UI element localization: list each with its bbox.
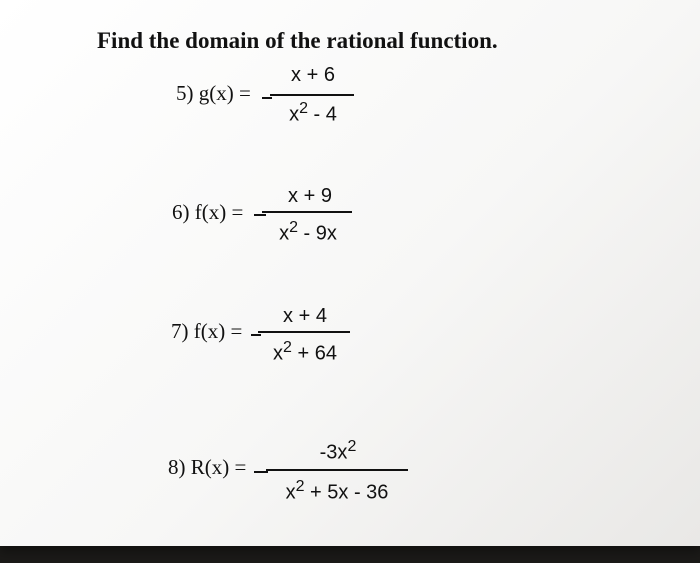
problem-7-fraction-bar [258, 331, 350, 333]
problem-8-denominator: $x^2 + 5x - 36$ [285, 478, 389, 504]
problem-6-denominator: $x^2 - 9x$ [279, 219, 337, 245]
problem-6-numerator: x + 9 [288, 185, 332, 207]
problem-6-fraction-bar [262, 211, 352, 213]
problem-5-fraction-bar [270, 94, 354, 96]
problem-8-fraction-bar [266, 469, 408, 471]
problem-5-denominator: $x^2 - 4$ [289, 100, 337, 126]
problem-6-equals-tail [254, 214, 266, 216]
problem-7-label: 7) f(x) = [171, 319, 243, 343]
problem-7-denominator: $x^2 + 64$ [273, 339, 337, 365]
problem-5-label: 5) g(x) = [176, 81, 251, 105]
problem-5-numerator: x + 6 [291, 64, 335, 86]
problem-8-numerator: $-3x^2$ [319, 438, 357, 464]
problem-7-numerator: x + 4 [283, 305, 327, 327]
problem-7-equals-tail [251, 334, 261, 336]
problem-6-label: 6) f(x) = [172, 200, 244, 224]
problem-5-equals-tail [262, 97, 272, 99]
worksheet-title: Find the domain of the rational function. [97, 28, 498, 53]
problem-8-label: 8) R(x) = [168, 455, 247, 479]
problem-8-equals-tail [254, 471, 268, 473]
